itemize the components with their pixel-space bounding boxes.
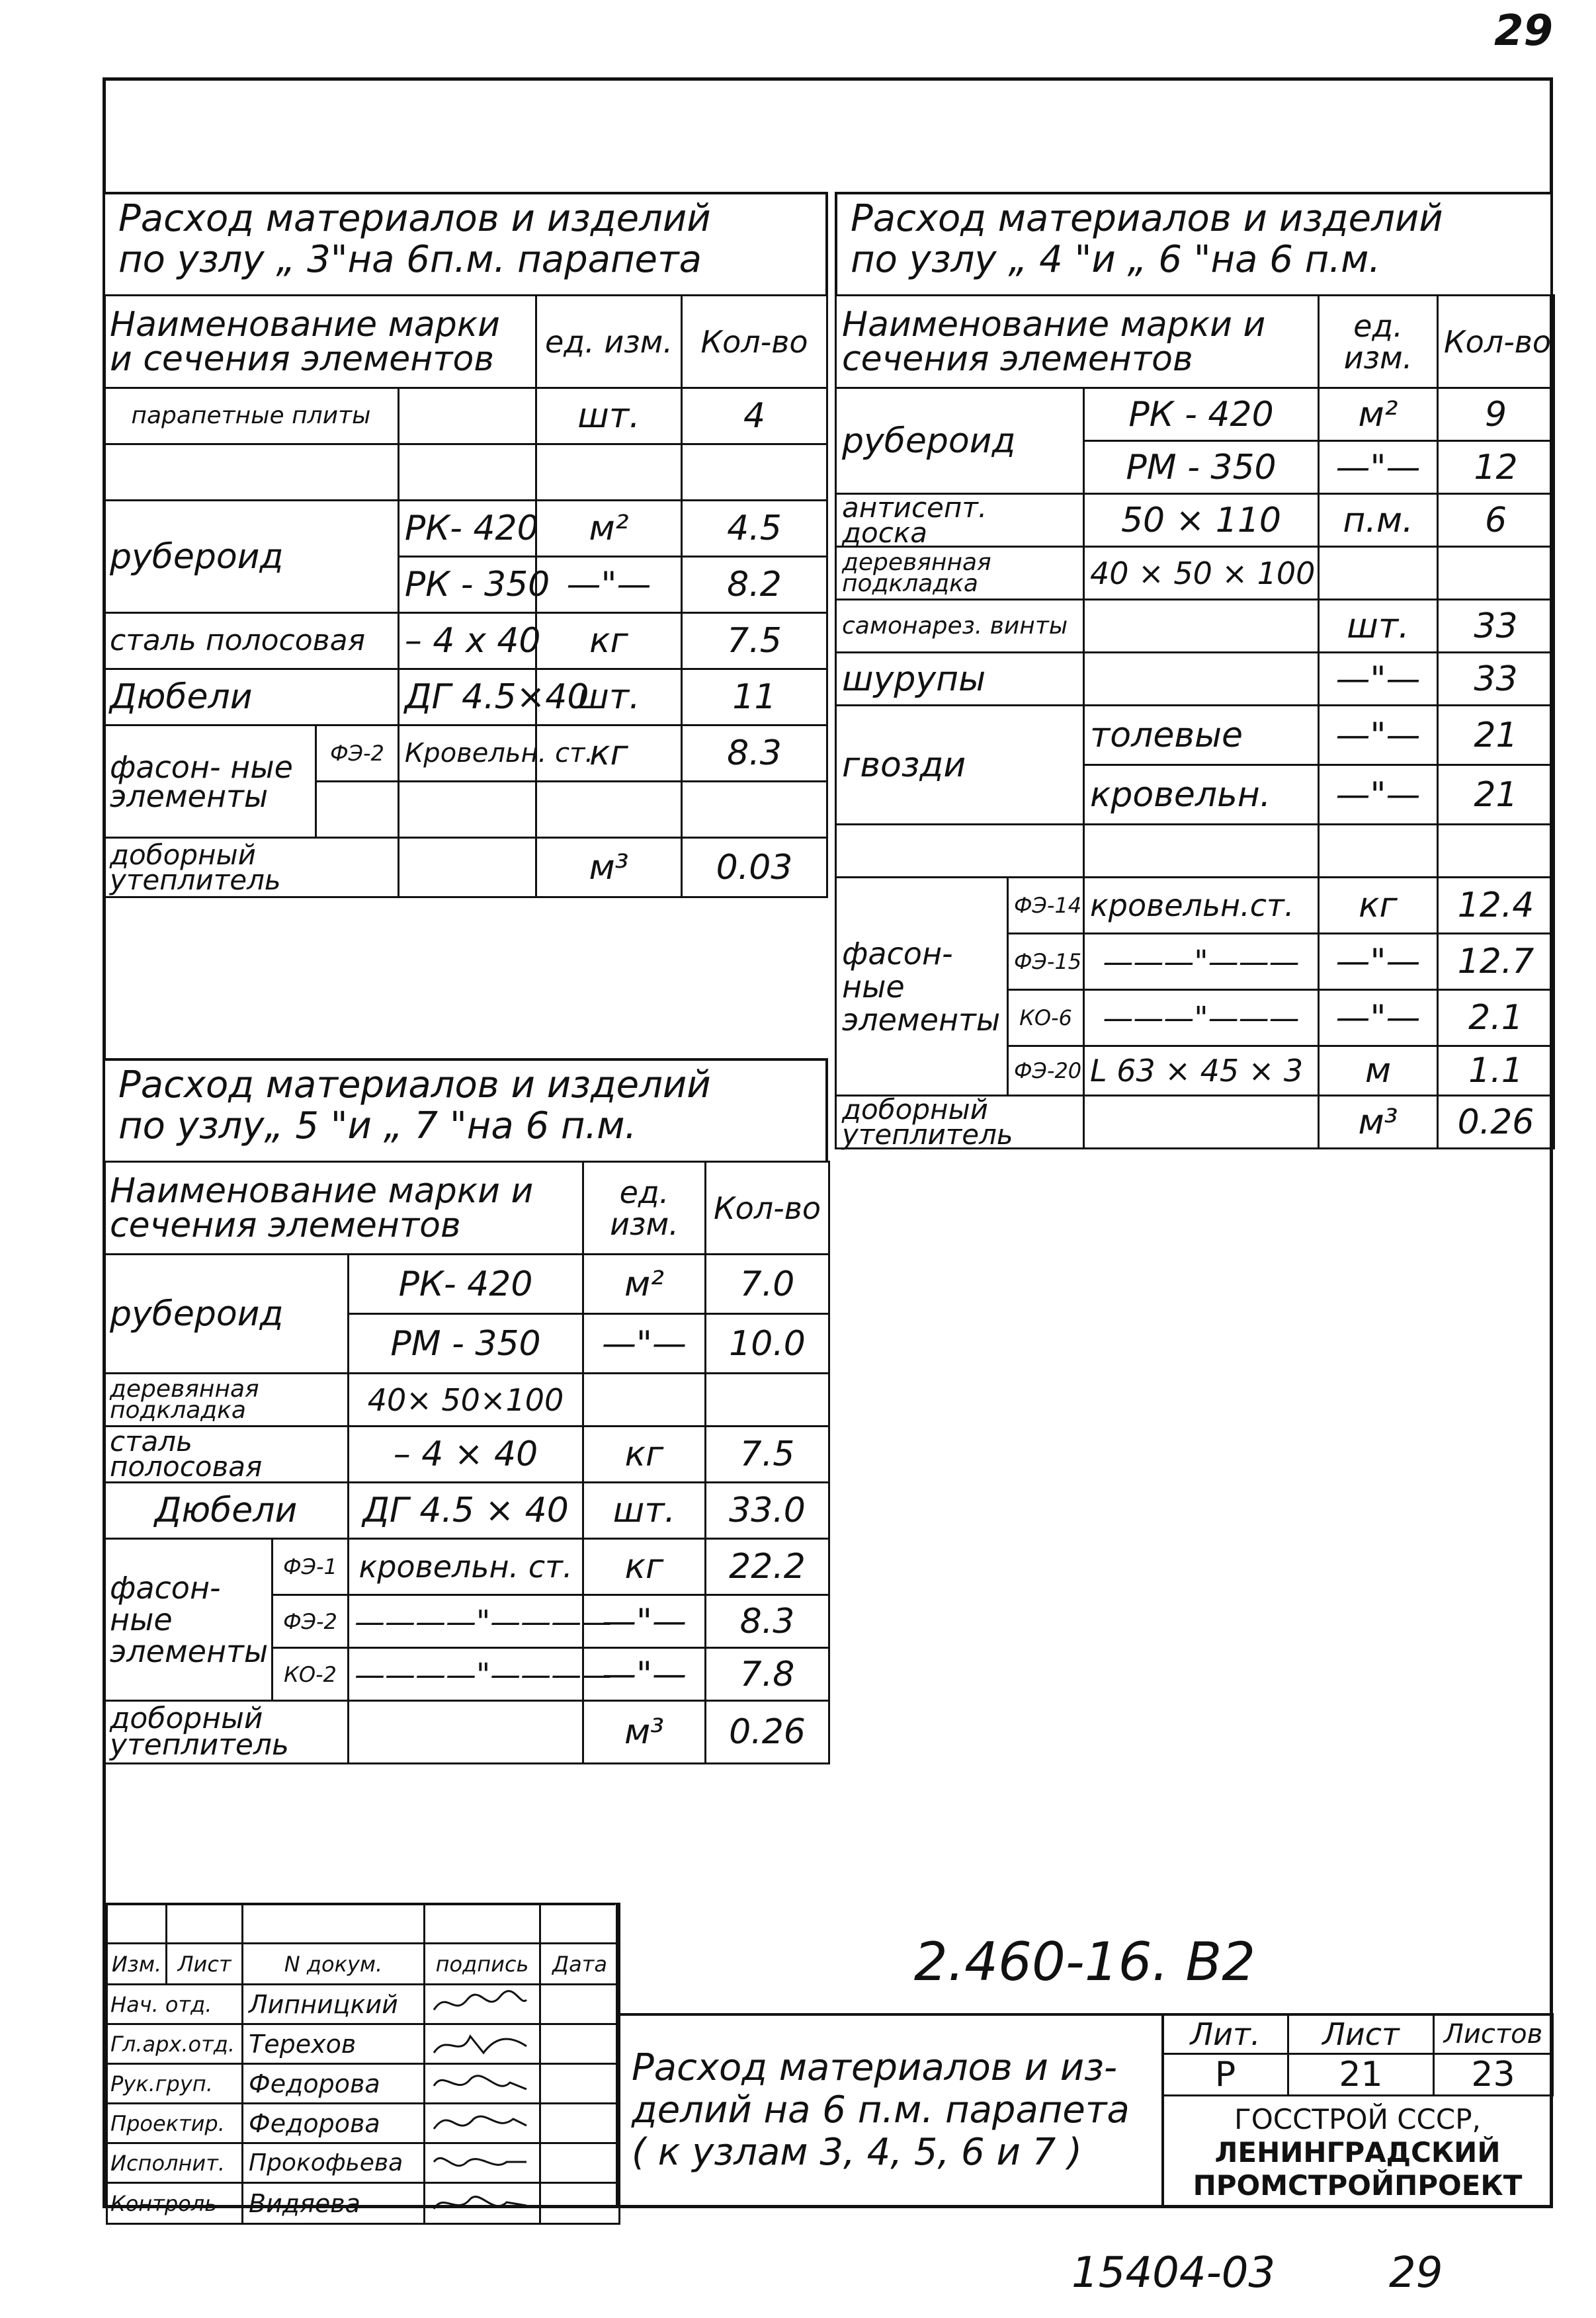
table1-item-mark: РК - 350 (398, 557, 536, 613)
stamp-role: Проектир. (107, 2104, 243, 2143)
table2-item-unit: —"— (1319, 990, 1438, 1046)
table2-item-unit: —"— (1319, 765, 1438, 825)
table3-item-name: рубероид (104, 1255, 349, 1374)
table2-item-mark: кровельн. (1084, 765, 1319, 825)
table1 (103, 294, 828, 898)
table3-item-qty: 7.8 (706, 1648, 829, 1701)
stamp-signatures (106, 1903, 620, 2225)
table1-item-qty: 8.3 (681, 725, 827, 782)
sheet-value: 21 (1288, 2054, 1434, 2096)
table1-item-unit: кг (536, 613, 682, 669)
table3-item-unit: —"— (583, 1595, 706, 1648)
table3-item-unit: кг (583, 1539, 706, 1595)
stamp-role: Рук.груп. (107, 2064, 243, 2104)
sheet-description-line1: Расход материалов и из- (632, 2046, 1118, 2089)
stamp-role: Нач. отд. (107, 1985, 243, 2024)
table2-item-unit: м² (1319, 388, 1438, 441)
stamp-person: Видяева (243, 2183, 425, 2224)
table2-item-mark: ———"——— (1084, 934, 1319, 990)
stamp-person: Липницкий (243, 1985, 425, 2024)
table3-item-qty: 7.5 (706, 1427, 829, 1483)
stamp-head-list: Лист (167, 1944, 243, 1985)
table2-item-unit: п.м. (1319, 494, 1438, 547)
table3-item-name: сталь полосовая (104, 1427, 349, 1483)
table2-item-unit: —"— (1319, 706, 1438, 765)
table2-item-unit: —"— (1319, 653, 1438, 706)
sheet-description-line2: делий на 6 п.м. парапета (632, 2089, 1130, 2132)
page-number: 29 (1493, 7, 1553, 56)
table1-item-name: доборный утеплитель (104, 838, 399, 897)
table1-item-mark: Кровельн. ст. (398, 725, 536, 782)
organization-line2: ЛЕНИНГРАДСКИЙ (1214, 2136, 1501, 2169)
table2-item-code: ФЭ-20 (1008, 1046, 1084, 1096)
table2-item-unit: кг (1319, 878, 1438, 934)
signature-mark (431, 2066, 530, 2099)
table3-title-line1: Расход материалов и изделий (118, 1063, 711, 1106)
stamp-role: Исполнит. (107, 2143, 243, 2183)
table2-item-name: рубероид (836, 388, 1084, 494)
table2-head-qty: Кол-во (1438, 296, 1554, 388)
table2-item-name: самонарез. винты (836, 600, 1084, 653)
table3-item-unit: м² (583, 1255, 706, 1314)
table2-item-unit: —"— (1319, 441, 1438, 494)
table3-item-mark: РМ - 350 (349, 1314, 583, 1374)
sheet-description-line3: ( к узлам 3, 4, 5, 6 и 7 ) (632, 2131, 1082, 2174)
table2-item-name: деревянная подкладка (836, 547, 1084, 600)
table3-item-qty: 33.0 (706, 1483, 829, 1539)
table1-title-line2: по узлу „ 3"на 6п.м. парапета (118, 238, 702, 281)
sheet-label: Лист (1288, 2014, 1434, 2054)
table3-item-code: КО-2 (273, 1648, 349, 1701)
table2-item-code: ФЭ-15 (1008, 934, 1084, 990)
table3-title (103, 1058, 828, 1161)
table3-head-unit: ед. изм. (583, 1162, 706, 1255)
table1-item-mark: ДГ 4.5×40 (398, 669, 536, 725)
table1-item-name: парапетные плиты (104, 388, 399, 444)
table3-item-name: деревянная подкладка (104, 1374, 349, 1427)
table3-item-qty: 22.2 (706, 1539, 829, 1595)
table1-item-unit: шт. (536, 388, 682, 444)
table2-item-code: ФЭ-14 (1008, 878, 1084, 934)
stamp-signature (425, 2064, 540, 2104)
table1-item-qty: 4 (681, 388, 827, 444)
table3-item-unit: шт. (583, 1483, 706, 1539)
table2-item-mark: 40 × 50 × 100 (1084, 547, 1319, 600)
table2-item-unit: —"— (1319, 934, 1438, 990)
table1-item-name: рубероид (104, 501, 399, 613)
table2-title (835, 192, 1553, 294)
table2-item-name: фасон- ные элементы (836, 878, 1008, 1096)
signature-mark (431, 1987, 530, 2020)
table2-title-line2: по узлу „ 4 "и „ 6 "на 6 п.м. (851, 238, 1381, 281)
table1-item-mark: РК- 420 (398, 501, 536, 557)
table3-item-qty: 0.26 (706, 1701, 829, 1764)
stamp-signature (425, 2024, 540, 2064)
table3-item-mark: ————"———— (349, 1648, 583, 1701)
table3-item-mark: – 4 × 40 (349, 1427, 583, 1483)
table1-item-qty: 7.5 (681, 613, 827, 669)
table1-item-name: сталь полосовая (104, 613, 399, 669)
table2-item-mark: 50 × 110 (1084, 494, 1319, 547)
table2-item-qty: 6 (1438, 494, 1554, 547)
table1-item-qty: 4.5 (681, 501, 827, 557)
signature-mark (431, 2186, 530, 2219)
table1-item-unit: м³ (536, 838, 682, 897)
table3-item-qty: 7.0 (706, 1255, 829, 1314)
table3-item-name: Дюбели (104, 1483, 349, 1539)
organization-line3: ПРОМСТРОЙПРОЕКТ (1193, 2169, 1523, 2202)
table2-item-qty: 21 (1438, 765, 1554, 825)
table3-head-qty: Кол-во (706, 1162, 829, 1255)
stamp-head-sign: подпись (425, 1944, 540, 1985)
table3-item-unit: —"— (583, 1314, 706, 1374)
stamp-role: Контроль (107, 2183, 243, 2224)
lit-label: Лит. (1163, 2014, 1288, 2054)
table2-item-qty: 12.4 (1438, 878, 1554, 934)
stamp-signature (425, 1985, 540, 2024)
table2 (835, 294, 1555, 1149)
table3-item-mark: ————"———— (349, 1595, 583, 1648)
table3-title-line2: по узлу„ 5 "и „ 7 "на 6 п.м. (118, 1104, 637, 1147)
table3-item-name: фасон- ные элементы (104, 1539, 273, 1701)
signature-mark (431, 2145, 530, 2178)
stamp-person: Федорова (243, 2104, 425, 2143)
table3-item-mark: 40× 50×100 (349, 1374, 583, 1427)
table3-item-code: ФЭ-1 (273, 1539, 349, 1595)
table1-item-qty: 11 (681, 669, 827, 725)
signature-mark (431, 2106, 530, 2139)
sheets-value: 23 (1434, 2054, 1553, 2096)
table1-item-qty: 0.03 (681, 838, 827, 897)
document-code: 2.460-16. В2 (913, 1931, 1256, 1993)
table1-item-mark: – 4 х 40 (398, 613, 536, 669)
table2-item-unit: м³ (1319, 1096, 1438, 1149)
table1-item-code: ФЭ-2 (316, 725, 399, 782)
stamp-person: Прокофьева (243, 2143, 425, 2183)
archive-number: 15404-03 (1071, 2249, 1276, 2297)
table2-item-qty: 1.1 (1438, 1046, 1554, 1096)
table3-item-qty: 10.0 (706, 1314, 829, 1374)
table1-item-unit: м² (536, 501, 682, 557)
sheet-description (632, 2047, 1154, 2174)
table2-item-mark: кровельн.ст. (1084, 878, 1319, 934)
stamp-signature (425, 2143, 540, 2183)
signature-mark (431, 2026, 530, 2059)
table3-head-name: Наименование марки и сечения элементов (104, 1162, 583, 1255)
table1-item-name: фасон- ные элементы (104, 725, 316, 838)
sheets-label: Листов (1434, 2014, 1553, 2054)
table2-item-mark: ———"——— (1084, 990, 1319, 1046)
table2-item-qty: 33 (1438, 653, 1554, 706)
table2-item-mark: РМ - 350 (1084, 441, 1319, 494)
table2-item-qty: 2.1 (1438, 990, 1554, 1046)
table3-item-mark: кровельн. ст. (349, 1539, 583, 1595)
table2-item-name: антисепт. доска (836, 494, 1084, 547)
table1-head-unit: ед. изм. (536, 296, 682, 388)
stamp-signature (425, 2104, 540, 2143)
organization (1164, 2103, 1551, 2202)
table1-item-unit: кг (536, 725, 682, 782)
table2-item-qty: 0.26 (1438, 1096, 1554, 1149)
stamp-head-ndoc: N докум. (243, 1944, 425, 1985)
table1-head-qty: Кол-во (681, 296, 827, 388)
stamp-head-date: Дата (540, 1944, 620, 1985)
footer-page-number: 29 (1389, 2249, 1443, 2297)
table1-item-unit: шт. (536, 669, 682, 725)
table2-item-qty: 21 (1438, 706, 1554, 765)
stamp-sheet-info (1161, 2013, 1554, 2096)
table3-item-mark: РК- 420 (349, 1255, 583, 1314)
table3-item-unit: —"— (583, 1648, 706, 1701)
table1-title (103, 192, 828, 294)
table1-head-name: Наименование марки и сечения элементов (104, 296, 536, 388)
table3-item-code: ФЭ-2 (273, 1595, 349, 1648)
table2-title-line1: Расход материалов и изделий (851, 197, 1443, 240)
stamp-person: Терехов (243, 2024, 425, 2064)
table3-item-unit: м³ (583, 1701, 706, 1764)
table2-head-name: Наименование марки и сечения элементов (836, 296, 1319, 388)
table1-item-name: Дюбели (104, 669, 399, 725)
stamp-signature (425, 2183, 540, 2224)
stamp-person: Федорова (243, 2064, 425, 2104)
table3-item-mark: ДГ 4.5 × 40 (349, 1483, 583, 1539)
table2-item-code: КО-6 (1008, 990, 1084, 1046)
table3-item-unit: кг (583, 1427, 706, 1483)
table1-item-unit: —"— (536, 557, 682, 613)
organization-line1: ГОССТРОЙ СССР, (1234, 2103, 1481, 2135)
table1-title-line1: Расход материалов и изделий (118, 197, 711, 240)
table2-item-qty: 33 (1438, 600, 1554, 653)
stamp-role: Гл.арх.отд. (107, 2024, 243, 2064)
table3-item-name: доборный утеплитель (104, 1701, 349, 1764)
table2-item-qty: 12 (1438, 441, 1554, 494)
table2-item-name: гвозди (836, 706, 1084, 825)
table2-item-unit: шт. (1319, 600, 1438, 653)
lit-value: Р (1163, 2054, 1288, 2096)
table3 (103, 1161, 830, 1764)
stamp-head-izm: Изм. (107, 1944, 167, 1985)
table2-item-name: доборный утеплитель (836, 1096, 1084, 1149)
table3-item-qty: 8.3 (706, 1595, 829, 1648)
table2-item-qty: 12.7 (1438, 934, 1554, 990)
table2-item-mark: РК - 420 (1084, 388, 1319, 441)
table2-item-mark: толевые (1084, 706, 1319, 765)
table2-item-qty: 9 (1438, 388, 1554, 441)
table2-item-unit: м (1319, 1046, 1438, 1096)
table1-item-qty: 8.2 (681, 557, 827, 613)
table2-head-unit: ед. изм. (1319, 296, 1438, 388)
table2-item-name: шурупы (836, 653, 1084, 706)
table2-item-mark: L 63 × 45 × 3 (1084, 1046, 1319, 1096)
